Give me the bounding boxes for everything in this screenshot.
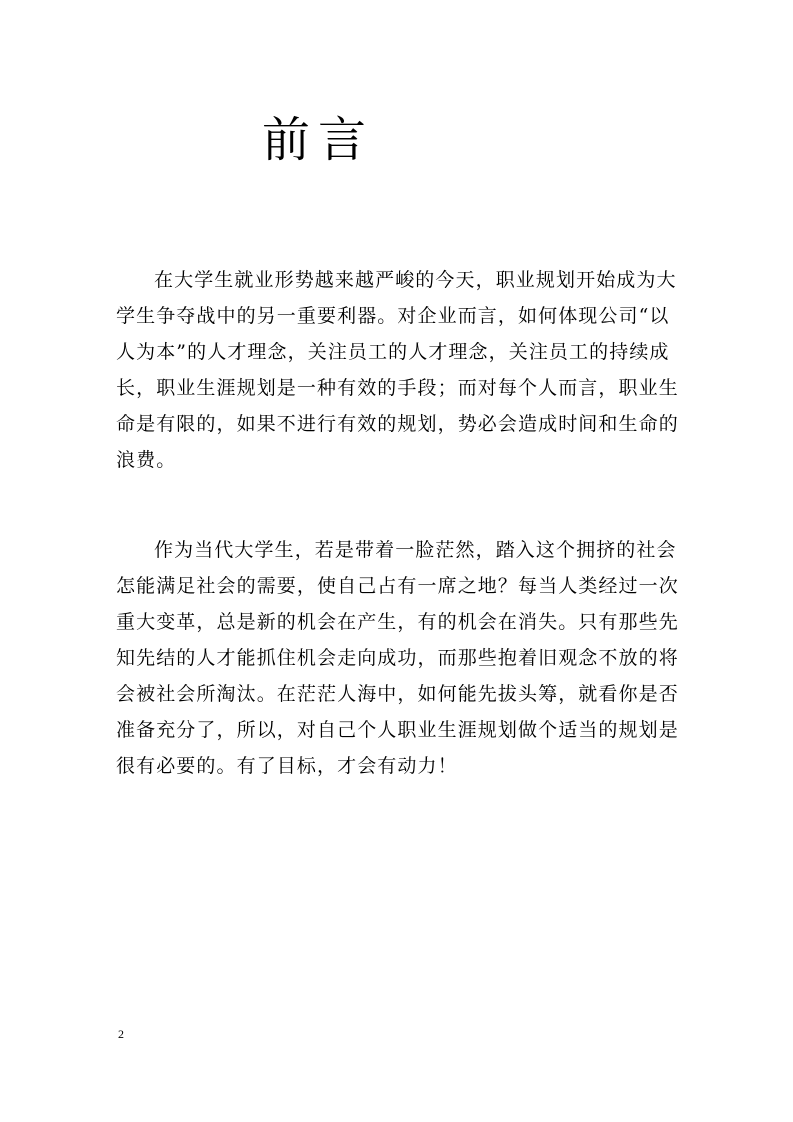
paragraph-2 [116,532,679,784]
paragraph-1-line: 人为本”的人才理念，关注员工的人才理念，关注员工的持续成 [116,341,670,363]
paragraph-1-line: 命是有限的，如果不进行有效的规划，势必会造成时间和生命的 [116,413,679,435]
paragraph-1-line: 长，职业生涯规划是一种有效的手段；而对每个人而言，职业生 [116,377,679,399]
paragraph-2-line: 知先结的人才能抓住机会走向成功，而那些抱着旧观念不放的将 [116,647,679,669]
paragraph-1-line: 在大学生就业形势越来越严峻的今天，职业规划开始成为大 [154,269,677,291]
paragraph-1-line: 学生争夺战中的另一重要利器。对企业而言，如何体现公司“以 [116,305,670,327]
paragraph-2-line: 重大变革，总是新的机会在产生，有的机会在消失。只有那些先 [116,611,679,633]
page-number: 2 [118,1027,124,1041]
paragraph-2-line: 准备充分了，所以，对自己个人职业生涯规划做个适当的规划是 [116,719,679,741]
paragraph-1-line: 浪费。 [116,449,177,471]
paragraph-2-line: 怎能满足社会的需要，使自己占有一席之地？每当人类经过一次 [116,575,679,597]
paragraph-1 [116,262,679,478]
paragraph-2-line: 很有必要的。有了目标，才会有动力！ [116,755,458,777]
paragraph-2-line: 作为当代大学生，若是带着一脸茫然，踏入这个拥挤的社会 [154,539,677,561]
paragraph-2-line: 会被社会所淘汰。在茫茫人海中，如何能先拔头筹，就看你是否 [116,683,679,705]
page-title: 前言 [262,112,375,168]
